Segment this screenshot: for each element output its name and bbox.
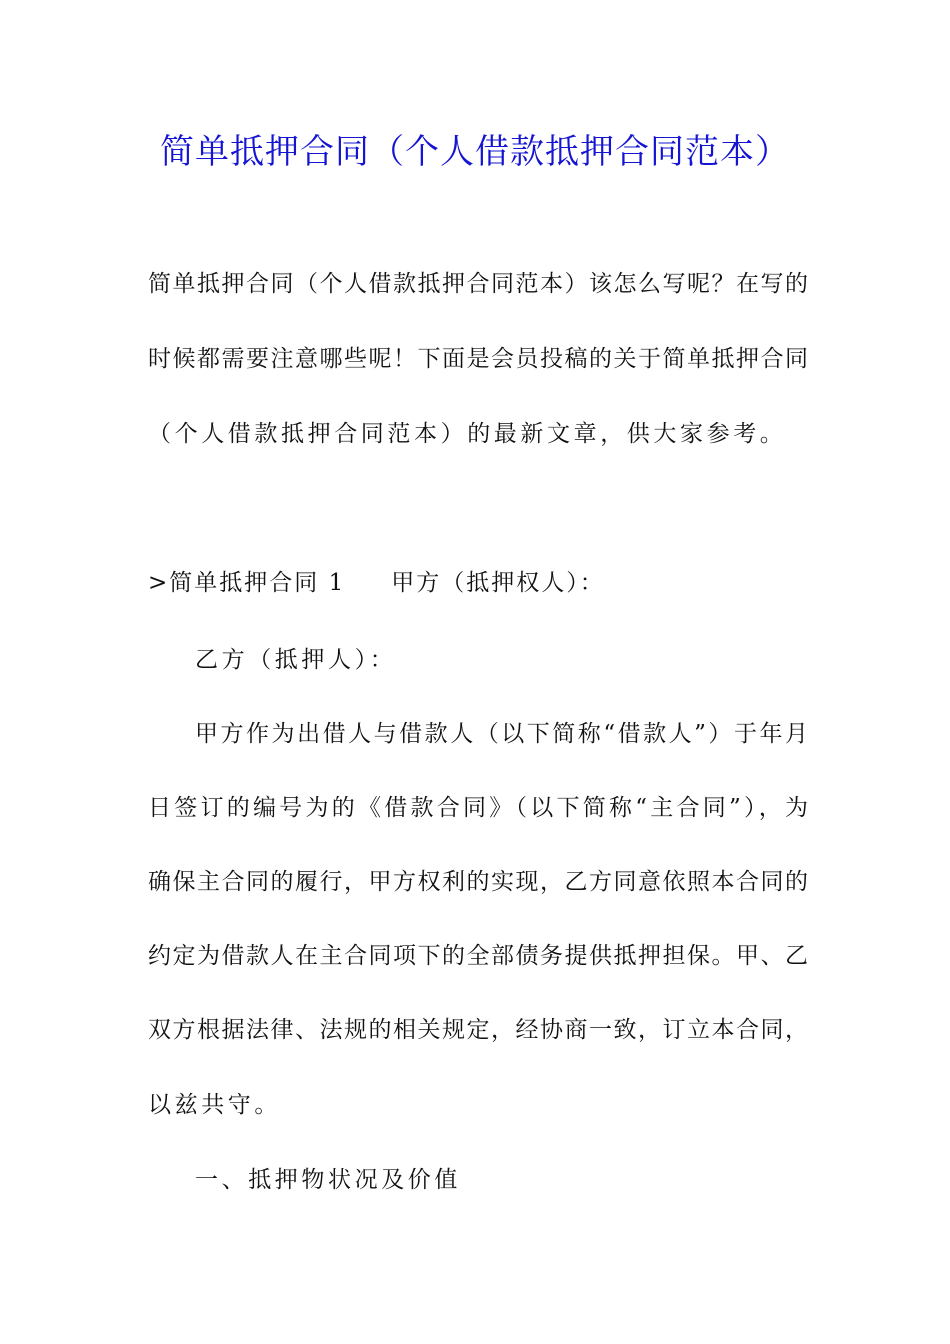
section-heading-row	[148, 565, 808, 601]
body-line-6: 以兹共守。	[148, 1092, 281, 1118]
body-line-2: 日签订的编号为的《借款合同》（以下简称“主合同”），为	[148, 795, 808, 821]
intro-line-1: 简单抵押合同（个人借款抵押合同范本）该怎么写呢？在写的	[148, 271, 808, 297]
party-b-label: 乙方（抵押人）：	[195, 647, 397, 673]
intro-line-3: （个人借款抵押合同范本）的最新文章，供大家参考。	[148, 421, 787, 447]
party-a-label: 甲方（抵押权人）：	[391, 570, 605, 596]
section-heading: >简单抵押合同 1	[148, 570, 346, 596]
document-title: 简单抵押合同（个人借款抵押合同范本）	[160, 132, 790, 172]
body-line-5: 双方根据法律、法规的相关规定，经协商一致，订立本合同，	[148, 1017, 808, 1043]
clause-heading: 一、抵押物状况及价值	[195, 1167, 461, 1193]
body-line-3: 确保主合同的履行，甲方权利的实现，乙方同意依照本合同的	[148, 869, 808, 895]
body-line-1: 甲方作为出借人与借款人（以下简称“借款人”）于年月	[195, 721, 808, 747]
intro-line-2: 时候都需要注意哪些呢！下面是会员投稿的关于简单抵押合同	[148, 346, 808, 372]
body-line-4: 约定为借款人在主合同项下的全部债务提供抵押担保。甲、乙	[148, 943, 808, 969]
